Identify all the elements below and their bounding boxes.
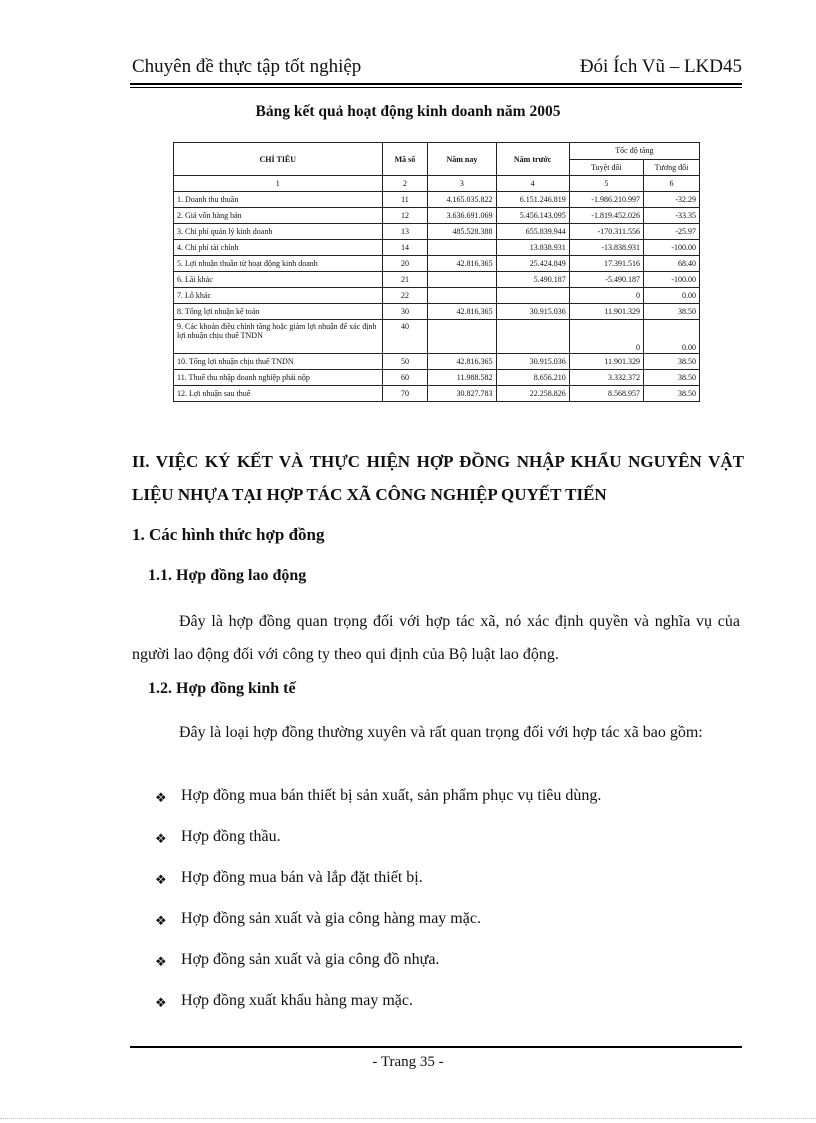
row-label-cell: 12. Lợi nhuận sau thuế [174,386,383,402]
list-item-text: Hợp đồng sản xuất và gia công đồ nhựa. [181,951,440,968]
list-item [155,910,601,951]
row-code-cell: 50 [382,354,428,370]
row-this-year-cell: 4.165.035.822 [428,192,496,208]
row-abs-change-cell: 3.332.372 [569,370,643,386]
row-rel-change-cell: -100.00 [644,240,700,256]
row-label-cell: 3. Chi phí quản lý kinh doanh [174,224,383,240]
table-row [174,192,700,208]
row-this-year-cell: 42.816.365 [428,304,496,320]
row-rel-change-cell: 0.00 [644,288,700,304]
row-label-cell: 5. Lợi nhuận thuần từ hoạt động kinh doanh [174,256,383,272]
header-left-title: Chuyên đề thực tập tốt nghiệp [132,56,362,77]
subsection-heading-economic-contract: 1.2. Hợp đồng kinh tế [148,680,296,697]
table-row [174,354,700,370]
row-abs-change-cell: 0 [569,320,643,354]
row-last-year-cell: 30.915.036 [496,354,569,370]
section-heading: II. VIỆC KÝ KẾT VÀ THỰC HIỆN HỢP ĐỒNG NHẬP KHẨU NGUYÊN VẬT LIỆU NHỰA TẠI HỢP TÁC XÃ CÔNG NGHIỆP QUYẾT TIẾN [132,452,744,504]
row-rel-change-cell: -25.97 [644,224,700,240]
row-last-year-cell: 8.656.210 [496,370,569,386]
row-rel-change-cell: 38.50 [644,304,700,320]
table-row [174,386,700,402]
row-rel-change-cell: -100.00 [644,272,700,288]
list-item [155,828,601,869]
table-title: Bảng kết quả hoạt động kinh doanh năm 2005 [255,103,561,120]
row-rel-change-cell: 38.50 [644,370,700,386]
row-rel-change-cell: 38.50 [644,386,700,402]
row-abs-change-cell: 11.901.329 [569,354,643,370]
list-item-text: Hợp đồng thầu. [181,828,281,845]
header-author: Đói Ích Vũ – LKD45 [579,56,742,77]
footer-divider [130,1046,742,1048]
row-this-year-cell: 42.816.365 [428,256,496,272]
col-header-toc-do-tang: Tốc độ tăng [569,143,699,160]
labor-contract-paragraph: Đây là hợp đồng quan trọng đối với hợp tác xã, nó xác định quyền và nghĩa vụ của người lao động đối với công ty theo qui định của Bộ luật lao động. [132,613,740,663]
row-abs-change-cell: -170.311.556 [569,224,643,240]
list-item [155,992,601,1033]
row-code-cell: 14 [382,240,428,256]
row-rel-change-cell: -32.29 [644,192,700,208]
row-code-cell: 30 [382,304,428,320]
row-this-year-cell: 11.988.582 [428,370,496,386]
col-header-ma-so: Mã số [382,143,428,176]
table-row [174,240,700,256]
col-header-chi-tieu: CHỈ TIÊU [174,143,383,176]
col-header-nam-nay: Năm nay [428,143,496,176]
table-row [174,320,700,354]
table-row [174,304,700,320]
row-code-cell: 22 [382,288,428,304]
diamond-bullet-icon: ❖ [155,831,167,846]
row-label-cell: 2. Giá vốn hàng bán [174,208,383,224]
table-row [174,224,700,240]
index-cell: 6 [644,176,700,192]
row-last-year-cell: 5.456.143.095 [496,208,569,224]
row-rel-change-cell: 0.00 [644,320,700,354]
economic-contract-paragraph: Đây là loại hợp đồng thường xuyên và rất quan trọng đối với hợp tác xã bao gồm: [179,724,703,741]
row-abs-change-cell: 11.901.329 [569,304,643,320]
subsection-heading-contract-forms: 1. Các hình thức hợp đồng [132,525,325,544]
row-last-year-cell [496,288,569,304]
table-row [174,208,700,224]
row-this-year-cell: 42.816.365 [428,354,496,370]
row-this-year-cell [428,320,496,354]
index-cell: 1 [174,176,383,192]
row-last-year-cell: 6.151.246.819 [496,192,569,208]
row-this-year-cell [428,272,496,288]
contract-type-list [155,787,601,1033]
list-item-text: Hợp đồng sản xuất và gia công hàng may mặc. [181,910,481,927]
table-row [174,288,700,304]
row-this-year-cell: 485.528.388 [428,224,496,240]
row-abs-change-cell: -1.819.452.026 [569,208,643,224]
row-last-year-cell: 22.258.826 [496,386,569,402]
row-abs-change-cell: -13.838.931 [569,240,643,256]
row-code-cell: 12 [382,208,428,224]
row-rel-change-cell: -33.35 [644,208,700,224]
row-last-year-cell: 5.490.187 [496,272,569,288]
row-code-cell: 11 [382,192,428,208]
list-item-text: Hợp đồng mua bán và lắp đặt thiết bị. [181,869,423,886]
row-code-cell: 20 [382,256,428,272]
row-last-year-cell [496,320,569,354]
row-label-cell: 11. Thuế thu nhập doanh nghiệp phải nộp [174,370,383,386]
diamond-bullet-icon: ❖ [155,954,167,969]
row-last-year-cell: 13.838.931 [496,240,569,256]
row-abs-change-cell: 8.568.957 [569,386,643,402]
list-item [155,787,601,828]
list-item [155,951,601,992]
row-abs-change-cell: -1.986.210.997 [569,192,643,208]
index-cell: 5 [569,176,643,192]
header-divider [130,83,742,85]
row-label-cell: 10. Tổng lợi nhuận chịu thuế TNDN [174,354,383,370]
index-cell: 2 [382,176,428,192]
table-row [174,370,700,386]
row-abs-change-cell: 17.391.516 [569,256,643,272]
row-this-year-cell: 30.827.783 [428,386,496,402]
index-cell: 4 [496,176,569,192]
row-abs-change-cell: 0 [569,288,643,304]
table-row [174,256,700,272]
row-rel-change-cell: 38.50 [644,354,700,370]
row-code-cell: 70 [382,386,428,402]
row-code-cell: 21 [382,272,428,288]
row-this-year-cell [428,288,496,304]
diamond-bullet-icon: ❖ [155,913,167,928]
row-label-cell: 6. Lãi khác [174,272,383,288]
diamond-bullet-icon: ❖ [155,995,167,1010]
row-last-year-cell: 30.915.036 [496,304,569,320]
row-code-cell: 13 [382,224,428,240]
row-last-year-cell: 655.839.944 [496,224,569,240]
row-this-year-cell [428,240,496,256]
business-results-table [173,142,700,402]
list-item-text: Hợp đồng mua bán thiết bị sản xuất, sản phẩm phục vụ tiêu dùng. [181,787,602,804]
page-header [132,50,742,78]
row-rel-change-cell: 68.40 [644,256,700,272]
diamond-bullet-icon: ❖ [155,790,167,805]
row-label-cell: 7. Lỗ khác [174,288,383,304]
row-last-year-cell: 25.424.849 [496,256,569,272]
page-number: - Trang 35 - [372,1054,444,1070]
row-label-cell: 1. Doanh thu thuần [174,192,383,208]
col-header-nam-truoc: Năm trước [496,143,569,176]
diamond-bullet-icon: ❖ [155,872,167,887]
subsection-heading-labor-contract: 1.1. Hợp đồng lao động [148,567,307,584]
row-this-year-cell: 3.636.691.069 [428,208,496,224]
col-header-tuong-doi: Tương đối [644,159,700,176]
header-divider-thin [130,87,742,88]
page-edge [0,1118,816,1119]
table-row [174,272,700,288]
col-header-tuyet-doi: Tuyệt đối [569,159,643,176]
row-label-cell: 4. Chi phí tài chính [174,240,383,256]
list-item [155,869,601,910]
table-index-row [174,176,700,192]
row-label-cell: 9. Các khoản điều chỉnh tăng hoặc giảm lợi nhuận để xác định lợi nhuận chịu thuế TNDN [174,320,383,354]
row-abs-change-cell: -5.490.187 [569,272,643,288]
row-code-cell: 40 [382,320,428,354]
list-item-text: Hợp đồng xuất khẩu hàng may mặc. [181,992,413,1009]
row-code-cell: 60 [382,370,428,386]
row-label-cell: 8. Tổng lợi nhuận kế toán [174,304,383,320]
index-cell: 3 [428,176,496,192]
